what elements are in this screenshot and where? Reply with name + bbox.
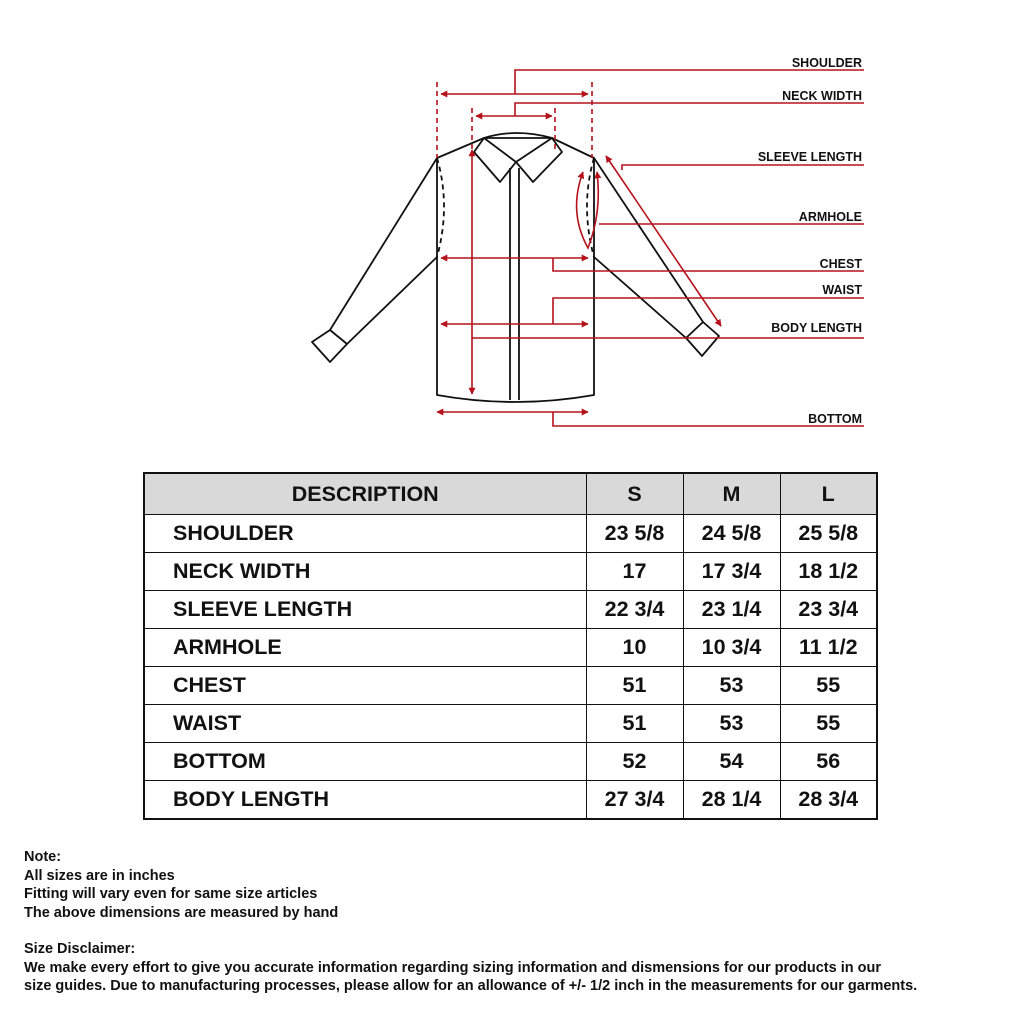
- cell-size-l: 18 1/2: [780, 552, 877, 590]
- disclaimer-line: We make every effort to give you accurate information regarding sizing information and dismensions for our products in our: [24, 959, 881, 976]
- label-bottom: BOTTOM: [808, 412, 862, 426]
- label-chest: CHEST: [819, 257, 862, 271]
- table-row: [144, 590, 877, 628]
- cell-size-m: 53: [683, 666, 780, 704]
- cell-size-m: 28 1/4: [683, 780, 780, 819]
- cell-size-m: 23 1/4: [683, 590, 780, 628]
- row-description: WAIST: [144, 704, 586, 742]
- cell-size-s: 17: [586, 552, 683, 590]
- table-row: [144, 780, 877, 819]
- note-line: All sizes are in inches: [24, 867, 175, 884]
- cell-size-l: 55: [780, 704, 877, 742]
- table-row: [144, 515, 877, 553]
- row-description: BODY LENGTH: [144, 780, 586, 819]
- shirt-left-sleeve: [330, 158, 437, 344]
- table-row: [144, 704, 877, 742]
- cell-size-l: 11 1/2: [780, 628, 877, 666]
- neck-width-leader: [515, 103, 864, 116]
- shirt-right-sleeve: [594, 158, 703, 338]
- row-description: SLEEVE LENGTH: [144, 590, 586, 628]
- row-description: BOTTOM: [144, 742, 586, 780]
- note-line: The above dimensions are measured by hand: [24, 904, 339, 921]
- notes-section: [24, 848, 1014, 996]
- note-heading: Note:: [24, 849, 62, 865]
- label-body-length: BODY LENGTH: [771, 321, 862, 335]
- table-row: [144, 666, 877, 704]
- table-row: [144, 628, 877, 666]
- label-waist: WAIST: [822, 283, 862, 297]
- cell-size-s: 23 5/8: [586, 515, 683, 553]
- row-description: NECK WIDTH: [144, 552, 586, 590]
- shirt-left-cuff: [312, 330, 347, 362]
- note-line: Fitting will vary even for same size articles: [24, 886, 318, 902]
- cell-size-l: 55: [780, 666, 877, 704]
- sleeve-length-arrow: [606, 156, 721, 326]
- shirt-right-cuff: [686, 322, 719, 356]
- cell-size-l: 23 3/4: [780, 590, 877, 628]
- sleeve-length-leader: [622, 165, 864, 170]
- header-size-l: L: [780, 473, 877, 515]
- table-row: [144, 552, 877, 590]
- cell-size-m: 24 5/8: [683, 515, 780, 553]
- cell-size-s: 51: [586, 704, 683, 742]
- cell-size-s: 52: [586, 742, 683, 780]
- label-armhole: ARMHOLE: [798, 210, 862, 224]
- row-description: CHEST: [144, 666, 586, 704]
- diagram-labels: [758, 56, 863, 426]
- shirt-icon: [312, 133, 719, 402]
- cell-size-s: 22 3/4: [586, 590, 683, 628]
- shirt-measurement-diagram: [0, 0, 1024, 440]
- header-size-s: S: [586, 473, 683, 515]
- cell-size-s: 27 3/4: [586, 780, 683, 819]
- label-shoulder: SHOULDER: [791, 56, 862, 70]
- header-size-m: M: [683, 473, 780, 515]
- cell-size-l: 25 5/8: [780, 515, 877, 553]
- cell-size-l: 56: [780, 742, 877, 780]
- disclaimer-line: size guides. Due to manufacturing processes, please allow for an allowance of +/- 1/2 inch in the measurements for our garments.: [24, 978, 918, 994]
- cell-size-m: 17 3/4: [683, 552, 780, 590]
- disclaimer-heading: Size Disclaimer:: [24, 941, 136, 957]
- table-row: [144, 742, 877, 780]
- header-description: DESCRIPTION: [144, 473, 586, 515]
- cell-size-l: 28 3/4: [780, 780, 877, 819]
- label-neck-width: NECK WIDTH: [782, 89, 862, 103]
- table-header-row: [144, 473, 877, 515]
- cell-size-m: 10 3/4: [683, 628, 780, 666]
- label-sleeve-length: SLEEVE LENGTH: [757, 150, 862, 164]
- size-chart-table: [143, 472, 878, 820]
- chest-leader: [553, 258, 864, 271]
- row-description: SHOULDER: [144, 515, 586, 553]
- cell-size-s: 51: [586, 666, 683, 704]
- cell-size-m: 53: [683, 704, 780, 742]
- row-description: ARMHOLE: [144, 628, 586, 666]
- cell-size-s: 10: [586, 628, 683, 666]
- cell-size-m: 54: [683, 742, 780, 780]
- shirt-body: [437, 138, 594, 402]
